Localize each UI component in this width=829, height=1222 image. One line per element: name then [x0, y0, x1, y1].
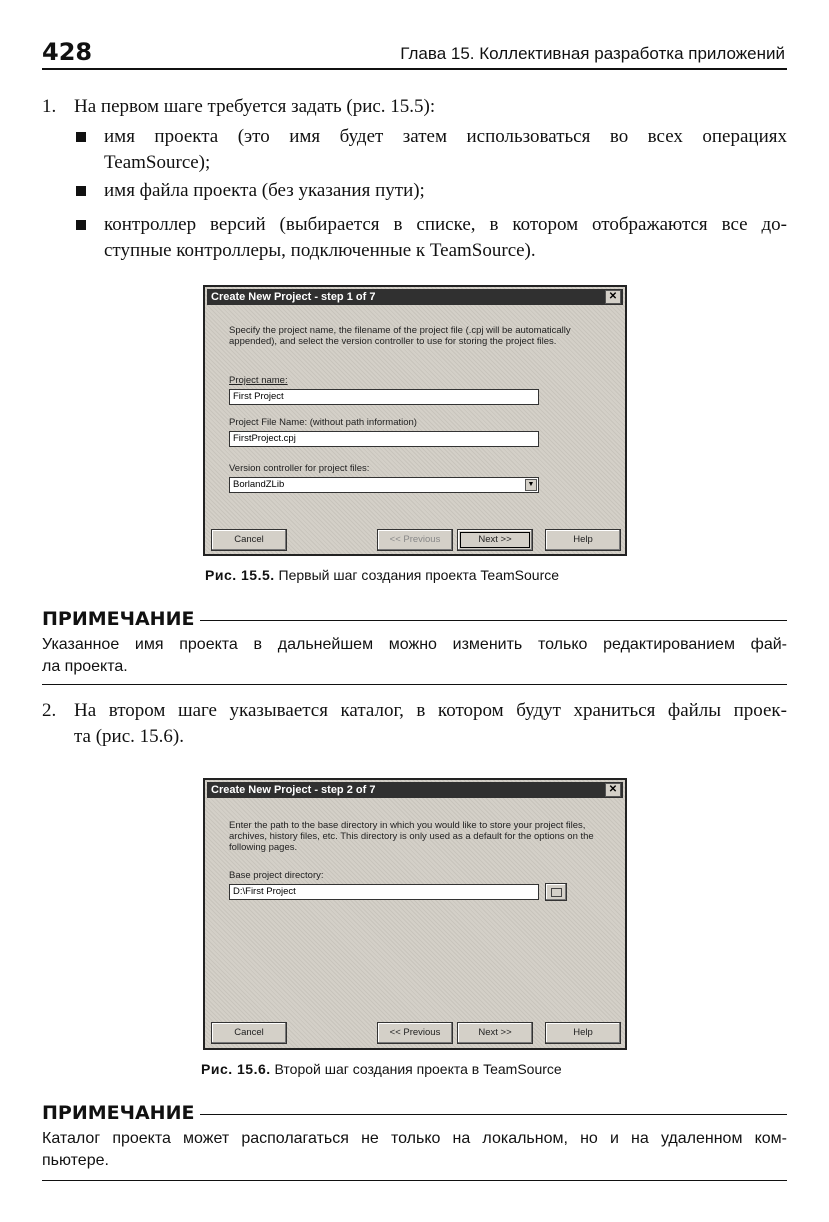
note-title: ПРИМЕЧАНИЕ [42, 1102, 200, 1124]
base-directory-input[interactable]: D:\First Project [229, 884, 539, 900]
dialog-instructions: Enter the path to the base directory in which you would like to store your project files, archives, history files, etc. This directory is only used as a default for the options on the following pages. [229, 820, 594, 853]
figure-caption-text: Первый шаг создания проекта TeamSource [278, 567, 560, 583]
note-text-line-1: Каталог проекта может располагаться не только на локальном, но и на удаленном ком- [42, 1130, 787, 1147]
next-button[interactable]: Next >> [457, 1022, 533, 1044]
dialog-instructions: Specify the project name, the filename of the project file (.cpj will be automatically appended), and select the version controller to use for storing the project files. [229, 325, 571, 347]
page-header [42, 38, 787, 70]
note-end-rule [42, 1180, 787, 1181]
bullet-3-line-1: контроллер версий (выбирается в списке, в котором отображаются все до- [104, 214, 787, 235]
close-icon[interactable]: ✕ [605, 783, 621, 797]
chapter-title: Глава 15. Коллективная разработка приложений [400, 44, 785, 63]
page-number: 428 [42, 38, 93, 66]
create-project-dialog-step-2 [203, 778, 627, 1050]
note-text-line-2: пьютере. [42, 1152, 109, 1169]
bullet-marker [76, 220, 86, 230]
help-button[interactable]: Help [545, 1022, 621, 1044]
step-2-marker: 2. [42, 700, 57, 721]
note-header [42, 1102, 787, 1124]
note-text-line-2: ла проекта. [42, 658, 128, 675]
dialog-titlebar [207, 782, 623, 798]
bullet-2-line-1: имя файла проекта (без указания пути); [104, 180, 425, 201]
note-title: ПРИМЕЧАНИЕ [42, 608, 200, 630]
bullet-1-line-1: имя проекта (это имя будет затем использоваться во всех операциях [104, 126, 787, 147]
note-text-line-1: Указанное имя проекта в дальнейшем можно изменить только редактированием фай- [42, 636, 787, 653]
bullet-marker [76, 132, 86, 142]
project-name-input[interactable]: First Project [229, 389, 539, 405]
figure-caption-text: Второй шаг создания проекта в TeamSource [274, 1061, 562, 1077]
version-controller-select[interactable] [229, 477, 539, 493]
cancel-button[interactable]: Cancel [211, 529, 287, 551]
project-file-name-label: Project File Name: (without path information) [229, 417, 417, 428]
step-1-marker: 1. [42, 96, 57, 117]
dialog-title: Create New Project - step 1 of 7 [211, 291, 376, 303]
next-button[interactable]: Next >> [457, 529, 533, 551]
cancel-button[interactable]: Cancel [211, 1022, 287, 1044]
create-project-dialog-step-1 [203, 285, 627, 556]
bullet-1-line-2: TeamSource); [104, 152, 211, 173]
figure-caption [201, 1061, 562, 1077]
step-1-text: На первом шаге требуется задать (рис. 15.5): [74, 96, 436, 117]
chevron-down-icon[interactable]: ▼ [525, 479, 537, 491]
version-controller-label: Version controller for project files: [229, 463, 370, 474]
help-button[interactable]: Help [545, 529, 621, 551]
project-file-name-input[interactable]: FirstProject.cpj [229, 431, 539, 447]
folder-icon[interactable] [545, 883, 567, 901]
bullet-marker [76, 186, 86, 196]
figure-caption [205, 567, 559, 583]
note-end-rule [42, 684, 787, 685]
previous-button[interactable]: << Previous [377, 529, 453, 551]
version-controller-value: BorlandZLib [233, 479, 285, 490]
previous-button[interactable]: << Previous [377, 1022, 453, 1044]
dialog-titlebar [207, 289, 623, 305]
figure-number: Рис. 15.6. [201, 1061, 271, 1077]
base-directory-label: Base project directory: [229, 870, 324, 881]
note-header [42, 608, 787, 630]
project-name-label: Project name: [229, 375, 288, 386]
step-2-line-2: та (рис. 15.6). [74, 726, 184, 747]
close-icon[interactable]: ✕ [605, 290, 621, 304]
dialog-title: Create New Project - step 2 of 7 [211, 784, 376, 796]
bullet-3-line-2: ступные контроллеры, подключенные к TeamSource). [104, 240, 536, 261]
figure-number: Рис. 15.5. [205, 567, 275, 583]
step-2-line-1: На втором шаге указывается каталог, в котором будут храниться файлы проек- [74, 700, 787, 721]
